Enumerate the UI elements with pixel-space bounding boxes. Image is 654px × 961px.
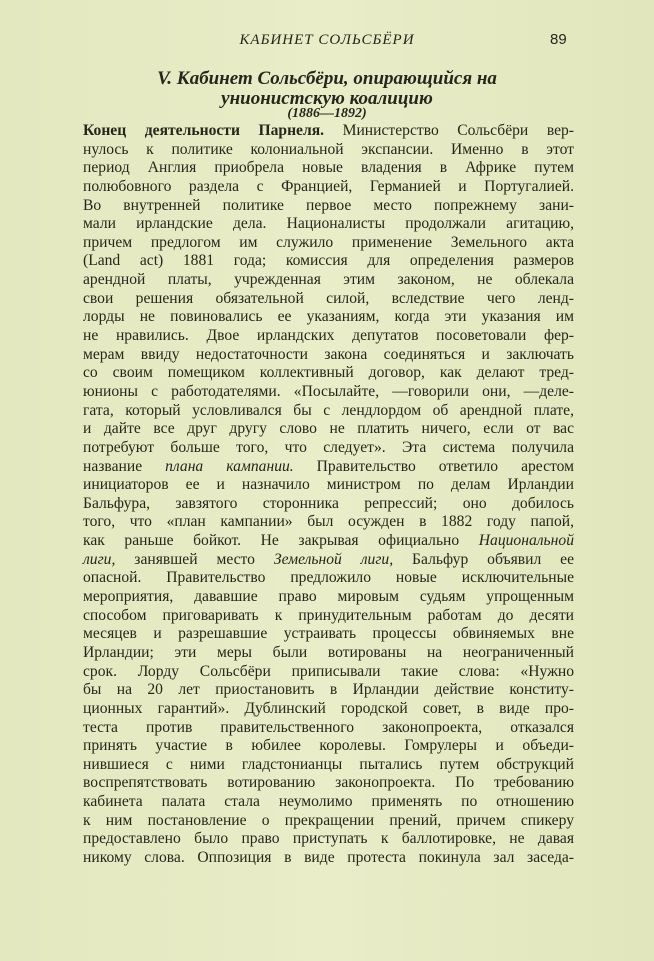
text-line — [83, 774, 574, 793]
text-segment: Правительство ответило арестом — [293, 457, 574, 475]
text-line — [83, 178, 574, 197]
text-line — [83, 290, 574, 309]
text-line — [83, 663, 574, 682]
text-segment: ционных гарантий». Дублинский городской совет, в виде про- — [83, 699, 574, 717]
body-text — [83, 122, 574, 868]
italic-text: плана кампании. — [165, 457, 294, 475]
text-segment: занявшей место — [115, 550, 274, 568]
text-line — [83, 700, 574, 719]
text-line — [83, 644, 574, 663]
text-line — [83, 476, 574, 495]
text-segment: период Англия приобрела новые владения в Африке путем — [83, 159, 574, 177]
text-line — [83, 458, 574, 477]
text-line — [83, 793, 574, 812]
text-line — [83, 402, 574, 421]
text-segment: мали ирландские дела. Националисты продолжали агитацию, — [83, 215, 574, 233]
text-line — [83, 271, 574, 290]
text-line — [83, 215, 574, 234]
text-segment: Бальфур объявил ее — [393, 550, 575, 568]
text-segment: как раньше бойкот. Не закрывая официально — [83, 532, 479, 550]
italic-text: Национальной — [478, 532, 574, 550]
section-years: (1886—1892) — [287, 106, 367, 121]
text-line — [83, 513, 574, 532]
text-segment: полюбовного раздела с Францией, Германией и Португалией. — [83, 177, 574, 195]
text-segment: кабинета палата стала неумолимо применять по отношению — [83, 793, 574, 811]
text-line — [83, 197, 574, 216]
text-segment: со своим помещиком коллективный договор, как делают тред- — [83, 364, 574, 382]
text-segment: принять участие в юбилее королевы. Гомрулеры и объеди- — [83, 737, 574, 755]
text-segment: мерам ввиду недостаточности закона соединяться и заключать — [83, 345, 574, 363]
text-segment: срок. Лорду Сольсбёри приписывали такие слова: «Нужно — [83, 662, 574, 680]
text-line — [83, 252, 574, 271]
section-title-line-1: V. Кабинет Сольсбёри, опирающийся на — [157, 68, 497, 89]
text-segment: способом приговаривать к принудительным работам до десяти — [83, 606, 574, 624]
text-line — [83, 569, 574, 588]
text-segment: инициаторов ее и назначило министром по делам Ирландии — [83, 476, 574, 494]
text-line — [83, 532, 574, 551]
text-line — [83, 141, 574, 160]
text-segment: арендной платы, учрежденная этим законом, не облекала — [83, 271, 574, 289]
text-segment: не нравились. Двое ирландских депутатов посоветовали фер- — [83, 327, 574, 345]
text-line — [83, 234, 574, 253]
text-segment: Министерство Сольсбёри вер- — [324, 122, 574, 139]
text-line — [83, 551, 574, 570]
text-segment: нившиеся с ними гладстонианцы пытались путем обструкций — [83, 755, 574, 773]
text-segment: (Land act) 1881 года; комиссия для определения размеров — [83, 252, 574, 270]
text-segment: гата, который условливался бы с лендлордом об арендной плате, — [83, 401, 574, 419]
text-line — [83, 346, 574, 365]
text-line — [83, 719, 574, 738]
text-line — [83, 327, 574, 346]
text-segment: потребуют больше того, что следует». Эта система получила — [83, 438, 574, 456]
text-segment: мероприятия, дававшие право мировым судьям упрощенным — [83, 588, 574, 606]
text-segment: Во внутренней политике первое место попрежнему зани- — [83, 196, 574, 214]
text-line — [83, 849, 574, 868]
text-segment: бы на 20 лет приостановить в Ирландии действие конститу- — [83, 681, 574, 699]
text-line — [83, 439, 574, 458]
italic-text: лиги, — [83, 550, 116, 568]
text-segment: Бальфура, завзятого сторонника репрессий; оно добилось — [83, 494, 574, 512]
text-line — [83, 625, 574, 644]
running-head: КАБИНЕТ СОЛЬСБЁРИ — [239, 32, 415, 48]
text-segment: к ним постановление о прекращении прений, причем спикеру — [83, 811, 574, 829]
text-segment: причем предлогом им служило применение Земельного акта — [83, 233, 574, 251]
text-line — [83, 830, 574, 849]
text-line — [83, 737, 574, 756]
text-segment: название — [83, 457, 166, 475]
text-segment: месяцев и разрешавшие устраивать процессы обвиняемых вне — [83, 625, 574, 643]
text-line — [83, 122, 574, 141]
page-number: 89 — [550, 31, 567, 48]
text-segment: юнионы с работодателями. «Посылайте, —говорили они, —деле- — [83, 382, 574, 400]
text-segment: предоставлено было право приступать к баллотировке, не давая — [83, 830, 574, 848]
text-line — [83, 383, 574, 402]
text-segment: свои решения обязательной силой, вследствие чего ленд- — [83, 289, 574, 307]
paragraph-heading: Конец деятельности Парнеля. — [83, 122, 325, 139]
text-line — [83, 308, 574, 327]
text-segment: нулось к политике колониальной экспансии. Именно в этот — [83, 140, 574, 158]
text-segment: теста против правительственного законопроекта, отказался — [83, 718, 574, 736]
text-line — [83, 756, 574, 775]
text-line — [83, 364, 574, 383]
text-segment: и дайте все друг другу слово не платить ничего, если от вас — [83, 420, 574, 438]
text-line — [83, 495, 574, 514]
text-line — [83, 159, 574, 178]
italic-text: Земельной лиги, — [273, 550, 394, 568]
text-line — [83, 812, 574, 831]
text-segment: лорды не повиновались ее указаниям, когда эти указания им — [83, 308, 574, 326]
section-title-line-2: унионистскую коалицию — [221, 88, 433, 109]
text-segment: воспрепятствовать вотированию законопроекта. По требованию — [83, 774, 574, 792]
text-line — [83, 681, 574, 700]
text-line — [83, 607, 574, 626]
text-line — [83, 588, 574, 607]
text-segment: никому слова. Оппозиция в виде протеста покинула зал заседа- — [83, 848, 574, 866]
text-line — [83, 420, 574, 439]
text-segment: Ирландии; эти меры были вотированы на неограниченный — [83, 643, 574, 661]
text-segment: того, что «план кампании» был осужден в 1882 году папой, — [83, 513, 574, 531]
text-segment: опасной. Правительство предложило новые исключительные — [83, 569, 574, 587]
